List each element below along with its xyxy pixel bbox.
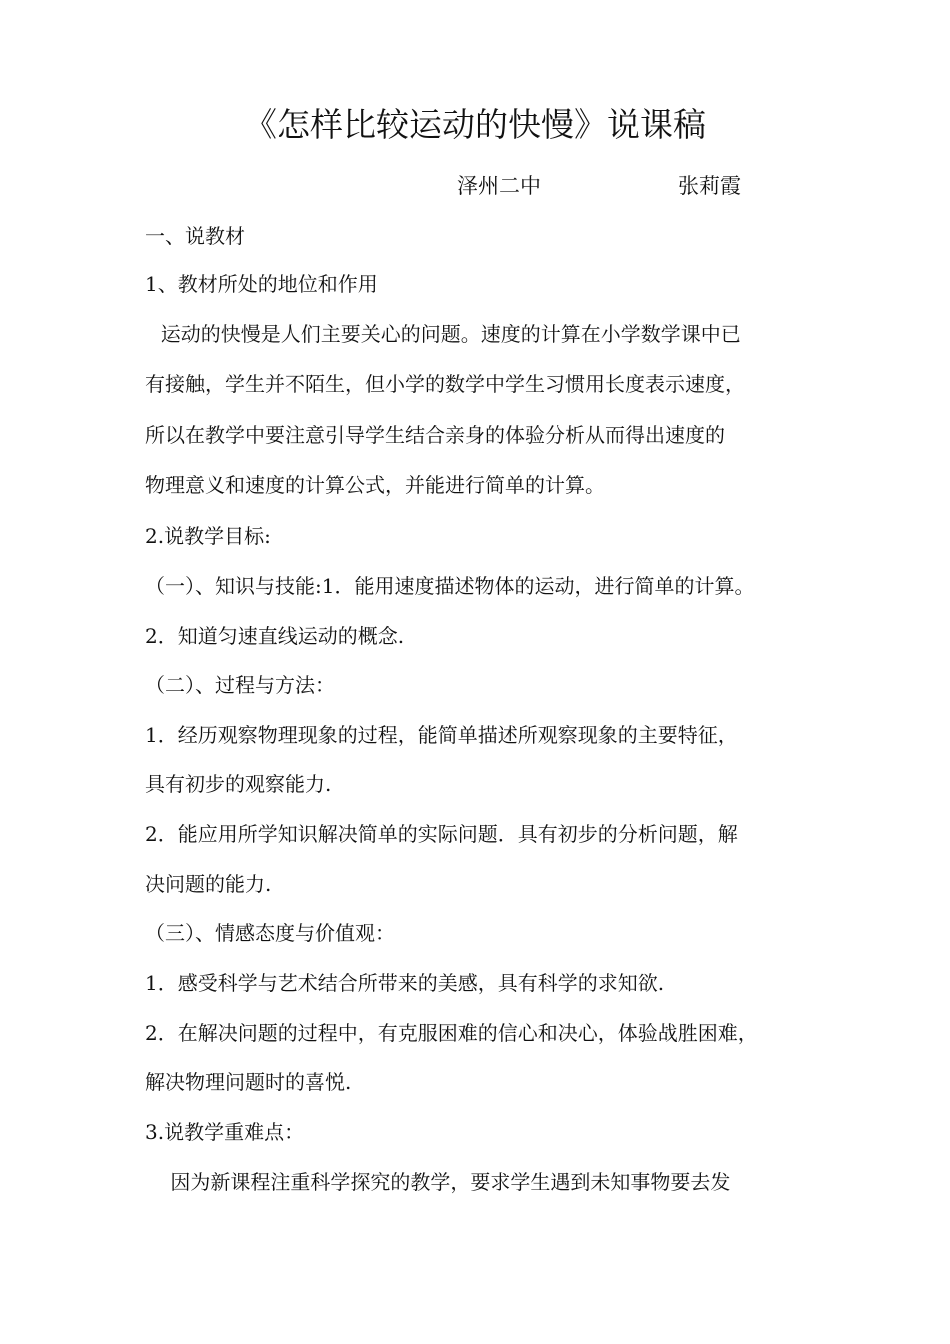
goal-heading-attitude: （三）、情感态度与价值观： [145, 921, 395, 945]
paragraph-line: 有接触，学生并不陌生，但小学的数学中学生习惯用长度表示速度， [145, 372, 745, 396]
document-title: 《怎样比较运动的快慢》说课稿 [244, 105, 706, 144]
subheading-key-points: 3.说教学重难点： [145, 1120, 305, 1144]
author-school: 泽州二中 [457, 174, 541, 198]
paragraph-line: 所以在教学中要注意引导学生结合亲身的体验分析从而得出速度的 [145, 423, 725, 447]
goal-line: 决问题的能力. [145, 872, 272, 896]
goal-heading-process: （二）、过程与方法： [145, 673, 335, 697]
goal-line: 具有初步的观察能力. [145, 772, 332, 796]
paragraph-line: 物理意义和速度的计算公式，并能进行简单的计算。 [145, 473, 605, 497]
goal-line: 2．在解决问题的过程中，有克服困难的信心和决心，体验战胜困难， [145, 1021, 758, 1045]
goal-line: 1．经历观察物理现象的过程，能简单描述所观察现象的主要特征， [145, 723, 738, 747]
paragraph-line: 因为新课程注重科学探究的教学，要求学生遇到未知事物要去发 [145, 1170, 731, 1194]
goal-line: 1．感受科学与艺术结合所带来的美感，具有科学的求知欲. [145, 971, 665, 995]
author-name: 张莉霞 [678, 174, 741, 198]
goal-line: 2．能应用所学知识解决简单的实际问题．具有初步的分析问题，解 [145, 822, 738, 846]
goal-line: 解决物理问题时的喜悦. [145, 1070, 352, 1094]
subheading-teaching-goals: 2.说教学目标: [145, 524, 271, 548]
goal-line: （一）、知识与技能:1．能用速度描述物体的运动，进行简单的计算。 [145, 574, 755, 598]
subheading-position-role: 1、教材所处的地位和作用 [145, 272, 378, 296]
goal-line: 2．知道匀速直线运动的概念. [145, 624, 405, 648]
paragraph-line: 运动的快慢是人们主要关心的问题。速度的计算在小学数学课中已 [148, 322, 741, 346]
section-heading-textbook: 一、说教材 [145, 224, 245, 248]
